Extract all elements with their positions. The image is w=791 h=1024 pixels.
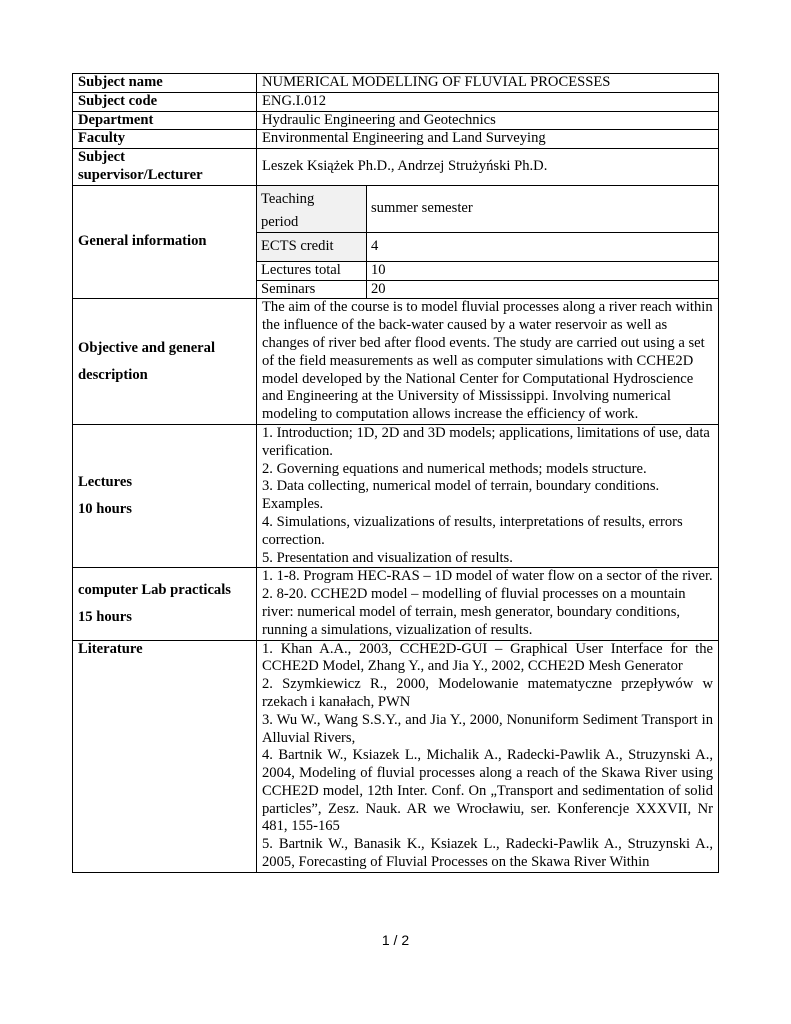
department-value: Hydraulic Engineering and Geotechnics: [257, 111, 719, 130]
row-subject-code: [73, 92, 719, 111]
course-sheet: [72, 73, 719, 873]
literature-item: 5. Bartnik W., Banasik K., Ksiazek L., Radecki-Pawlik A., Struzynski A., 2005, Forecasting of Fluvial Processes on the Skawa River Within: [262, 836, 713, 871]
literature-item: 3. Wu W., Wang S.S.Y., and Jia Y., 2000, Nonuniform Sediment Transport in Alluvial Rivers,: [262, 711, 713, 746]
objective-label: [73, 299, 257, 425]
row-department: [73, 111, 719, 130]
faculty-label: Faculty: [73, 130, 257, 149]
literature-item: 2. Szymkiewicz R., 2000, Modelowanie matematyczne przepływów w rzekach i kanałach, PWN: [262, 676, 713, 710]
teaching-period-value: summer semester: [367, 186, 719, 233]
seminars-row: [257, 280, 718, 298]
lectures-total-value: 10: [367, 261, 719, 280]
ects-label: ECTS credit: [257, 232, 367, 261]
lab-label-line1: computer Lab practicals: [78, 581, 231, 598]
subject-code-label: Subject code: [73, 92, 257, 111]
row-faculty: [73, 130, 719, 149]
ects-row: [257, 232, 718, 261]
row-general-info: [73, 185, 719, 299]
lecture-item: 5. Presentation and visualization of results.: [262, 549, 513, 566]
row-literature: [73, 640, 719, 872]
lecture-item: 2. Governing equations and numerical methods; models structure.: [262, 460, 647, 477]
supervisor-label-line1: Subject: [78, 149, 126, 166]
literature-item: 4. Bartnik W., Ksiazek L., Michalik A., Radecki-Pawlik A., Struzynski A., 2004, Modeling of fluvial processes along a reach of the Skawa River using CCHE2D model, 12th Inter. Conf. On „Transport and sedimentation of solid particles”, Zesz. Nauk. AR we Wrocławiu, ser. Konferencje XXXVII, Nr 481, 155-165: [262, 747, 713, 835]
literature-label: Literature: [73, 640, 257, 872]
faculty-value: Environmental Engineering and Land Surveying: [257, 130, 719, 149]
lectures-list: [257, 424, 719, 567]
supervisor-value: Leszek Książek Ph.D., Andrzej Strużyński Ph.D.: [257, 149, 719, 186]
supervisor-label: [73, 149, 257, 186]
lectures-total-row: [257, 261, 718, 280]
department-label: Department: [73, 111, 257, 130]
general-info-label: General information: [73, 185, 257, 299]
literature-list: [257, 640, 719, 872]
lectures-label-line1: Lectures: [78, 474, 133, 491]
teaching-period-label-line2: period: [261, 213, 299, 230]
objective-text: The aim of the course is to model fluvial processes along a river reach within the influence of the back-water caused by a water reservoir as well as changes of river bed after flood events. The study are carried out using a set of the field measurements as well as computer simulations with CCHE2D model developed by the National Center for Computational Hydroscience and Engineering at the University of Mississippi. Involving numerical modeling to computation allows increase the efficiency of work.: [257, 299, 719, 425]
objective-label-line1: Objective and general: [78, 339, 215, 356]
lab-item: 2. 8-20. CCHE2D model – modelling of fluvial processes on a mountain river: numerical model of terrain, mesh generator, boundary conditions, running a simulations, vizualization of results.: [262, 586, 686, 638]
general-info-cell: [257, 185, 719, 299]
subject-code-value: ENG.I.012: [257, 92, 719, 111]
lectures-label-line2: 10 hours: [78, 501, 132, 518]
row-lectures: [73, 424, 719, 567]
page-number: 1 / 2: [381, 932, 410, 948]
objective-label-line2: description: [78, 366, 148, 383]
lecture-item: 1. Introduction; 1D, 2D and 3D models; applications, limitations of use, data verification.: [262, 424, 710, 459]
lecture-item: 3. Data collecting, numerical model of terrain, boundary conditions. Examples.: [262, 478, 660, 513]
row-supervisor: [73, 149, 719, 186]
course-table: [72, 73, 719, 873]
seminars-label: Seminars: [257, 280, 367, 298]
subject-name-label: Subject name: [73, 74, 257, 93]
teaching-period-row: [257, 186, 718, 233]
lecture-item: 4. Simulations, vizualizations of results, interpretations of results, errors correction.: [262, 513, 683, 548]
lab-label-line2: 15 hours: [78, 608, 132, 625]
lab-item: 1. 1-8. Program HEC-RAS – 1D model of water flow on a sector of the river.: [262, 568, 713, 585]
row-subject-name: [73, 74, 719, 93]
subject-name-value: NUMERICAL MODELLING OF FLUVIAL PROCESSES: [257, 74, 719, 93]
row-lab: [73, 568, 719, 640]
lectures-total-label: Lectures total: [257, 261, 367, 280]
lectures-label: [73, 424, 257, 567]
general-info-table: [257, 186, 718, 299]
lab-label: [73, 568, 257, 640]
teaching-period-label-line1: Teaching: [261, 190, 315, 207]
supervisor-label-line2: supervisor/Lecturer: [78, 166, 203, 183]
ects-value: 4: [367, 232, 719, 261]
row-objective: [73, 299, 719, 425]
teaching-period-label: [257, 186, 367, 233]
lab-list: [257, 568, 719, 640]
literature-item: 1. Khan A.A., 2003, CCHE2D-GUI – Graphical User Interface for the CCHE2D Model, Zhang Y., and Jia Y., 2002, CCHE2D Mesh Generator: [262, 640, 713, 675]
seminars-value: 20: [367, 280, 719, 298]
